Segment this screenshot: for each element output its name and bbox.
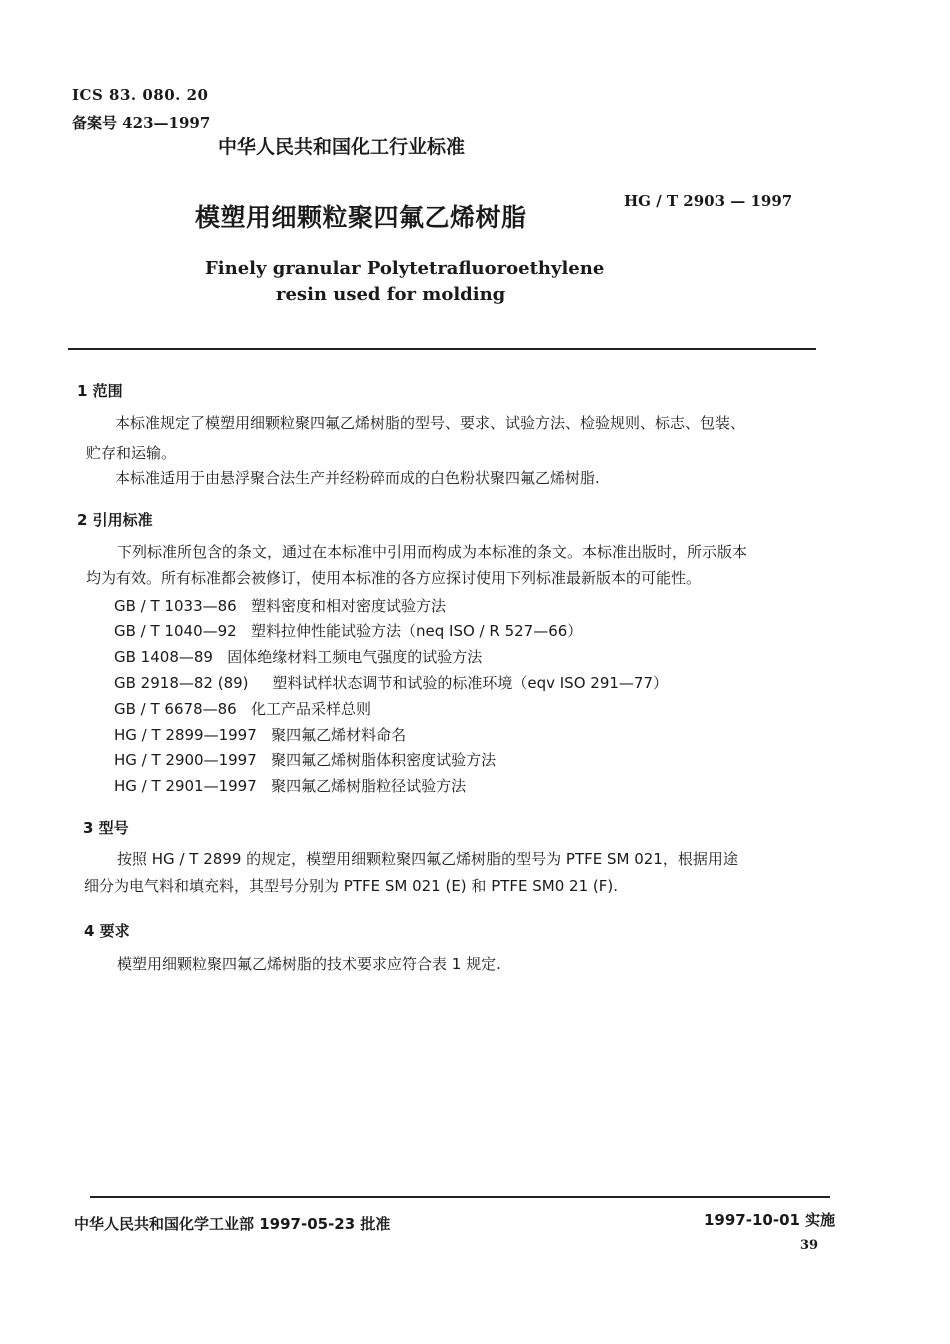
reference-title: 化工产品采样总则 [251,700,372,718]
reference-item [114,646,482,667]
industry-standard-heading: 中华人民共和国化工行业标准 [218,136,466,158]
reference-item [114,620,582,641]
section-1-paragraph-1-line-1: 本标准规定了模塑用细颗粒聚四氟乙烯树脂的型号、要求、试验方法、检验规则、标志、包装、 [115,414,746,432]
section-2-heading: 2 引用标准 [77,511,153,529]
top-divider [68,348,816,350]
document-title-en-line2: resin used for molding [276,284,506,305]
reference-item [114,724,406,745]
reference-code: GB / T 1033—86 [114,597,237,615]
reference-item [114,672,668,693]
reference-title: 固体绝缘材料工频电气强度的试验方法 [227,648,483,666]
section-1-paragraph-1-line-2: 贮存和运输。 [86,444,177,462]
page-number: 39 [800,1238,819,1253]
reference-code: GB 1408—89 [114,648,213,666]
reference-title: 塑料拉伸性能试验方法（neq ISO / R 527—66） [251,622,583,640]
reference-item [114,595,446,616]
standard-code: HG / T 2903 — 1997 [624,192,793,210]
reference-title: 聚四氟乙烯树脂粒径试验方法 [271,777,467,795]
reference-item [114,749,496,770]
reference-title: 聚四氟乙烯树脂体积密度试验方法 [271,751,497,769]
document-title-cn: 模塑用细颗粒聚四氟乙烯树脂 [195,203,527,232]
section-1-heading: 1 范围 [77,382,123,400]
reference-code: GB / T 1040—92 [114,622,237,640]
document-title-en-line1: Finely granular Polytetrafluoroethylene [205,258,605,279]
section-2-paragraph-line-2: 均为有效。所有标准都会被修订，使用本标准的各方应探讨使用下列标准最新版本的可能性。 [86,569,702,587]
reference-code: HG / T 2899—1997 [114,726,257,744]
reference-code: HG / T 2900—1997 [114,751,257,769]
section-4-paragraph: 模塑用细颗粒聚四氟乙烯树脂的技术要求应符合表 1 规定. [117,955,501,973]
reference-title: 聚四氟乙烯材料命名 [271,726,407,744]
ics-code: ICS 83. 080. 20 [72,86,209,104]
reference-code: GB 2918—82 (89) [114,674,249,692]
section-1-paragraph-2: 本标准适用于由悬浮聚合法生产并经粉碎而成的白色粉状聚四氟乙烯树脂. [115,469,600,487]
reference-item [114,775,466,796]
section-3-paragraph-line-1: 按照 HG / T 2899 的规定，模塑用细颗粒聚四氟乙烯树脂的型号为 PTFE SM 021，根据用途 [117,850,738,868]
reference-title: 塑料密度和相对密度试验方法 [251,597,447,615]
reference-code: HG / T 2901—1997 [114,777,257,795]
section-3-paragraph-line-2: 细分为电气料和填充料，其型号分别为 PTFE SM 021 (E) 和 PTFE SM0 21 (F). [84,877,619,895]
reference-title: 塑料试样状态调节和试验的标准环境（eqv ISO 291—77） [272,674,668,692]
approval-line: 中华人民共和国化学工业部 1997-05-23 批准 [74,1215,391,1233]
implementation-date: 1997-10-01 实施 [704,1211,836,1229]
section-3-heading: 3 型号 [83,819,129,837]
section-2-paragraph-line-1: 下列标准所包含的条文，通过在本标准中引用而构成为本标准的条文。本标准出版时，所示版本 [117,543,748,561]
reference-code: GB / T 6678—86 [114,700,237,718]
section-4-heading: 4 要求 [84,922,130,940]
reference-item [114,698,371,719]
bottom-divider [90,1196,830,1198]
filing-number: 备案号 423—1997 [72,114,211,132]
